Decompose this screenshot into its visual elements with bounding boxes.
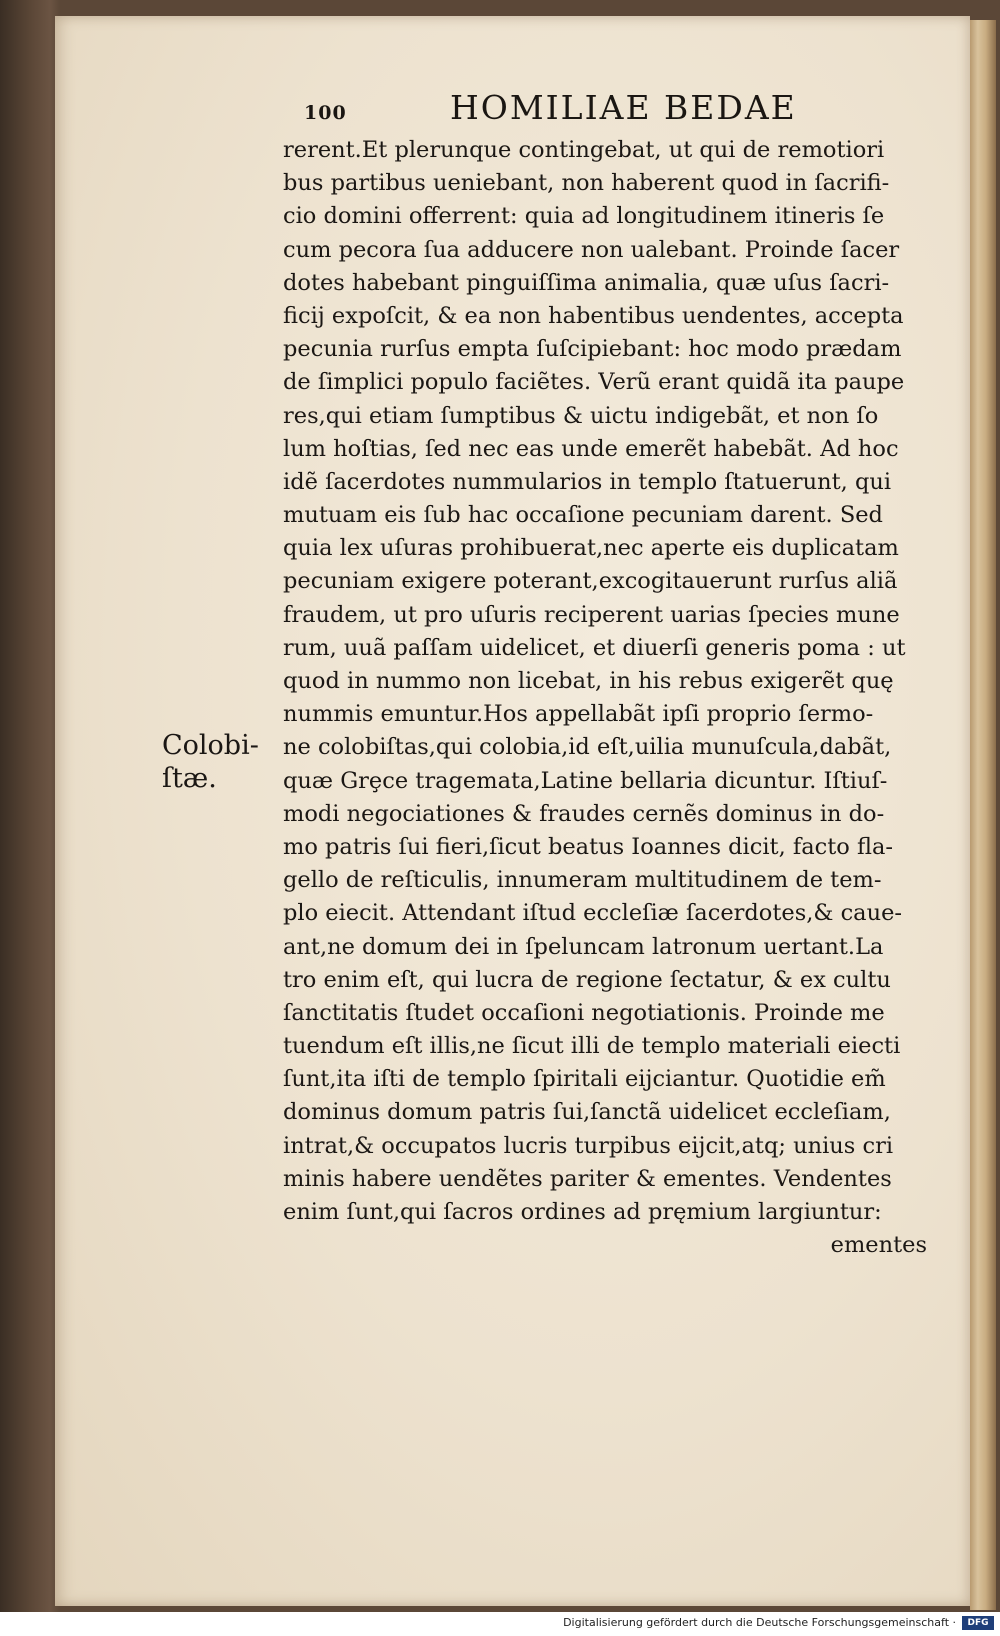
text-line: pecuniam exigere poterant,excogitauerunt rurſus aliã — [283, 568, 898, 595]
page-number: 100 — [304, 102, 347, 124]
text-line: gello de reſticulis, innumeram multitudinem de tem- — [283, 867, 882, 894]
text-line: idẽ ſacerdotes nummularios in templo ſtatuerunt, qui — [283, 468, 892, 495]
text-line: tro enim eſt, qui lucra de regione ſectatur, & ex cultu — [283, 966, 891, 993]
catchword: ementes — [830, 1232, 927, 1259]
text-line: lum hoſtias, ſed nec eas unde emerẽt habebãt. Ad hoc — [283, 435, 899, 462]
running-head — [290, 88, 850, 134]
text-line: bus partibus ueniebant, non haberent quod in ſacrifi- — [283, 170, 890, 197]
footer-bar — [0, 1612, 1000, 1636]
text-line: ant,ne domum dei in ſpeluncam latronum uertant.La — [283, 933, 884, 960]
text-line: nummis emuntur.Hos appellabãt ipſi proprio ſermo- — [283, 701, 874, 728]
text-line: quæ Grȩce tragemata,Latine bellaria dicuntur. Iſtiuſ- — [283, 767, 888, 794]
body-text — [283, 134, 973, 1262]
text-line: ſunt,ita iſti de templo ſpiritali eijciantur. Quotidie em̃ — [283, 1066, 886, 1093]
text-line: ne colobiſtas,qui colobia,id eſt,uilia munuſcula,dabãt, — [283, 734, 892, 761]
marginal-note-line: ſtæ. — [162, 763, 217, 794]
text-line: minis habere uendẽtes pariter & ementes. Vendentes — [283, 1165, 892, 1192]
marginal-note-line: Colobi- — [162, 730, 259, 761]
marginal-note — [162, 729, 259, 795]
text-line: dotes habebant pinguiſſima animalia, quæ uſus ſacri- — [283, 269, 890, 296]
text-line: res,qui etiam ſumptibus & uictu indigebãt, et non ſo — [283, 402, 879, 429]
text-line: rum, uuã paſſam uidelicet, et diuerſi generis poma : ut — [283, 634, 906, 661]
text-line: pecunia rurſus empta ſuſcipiebant: hoc modo prædam — [283, 336, 902, 363]
text-line: plo eiecit. Attendant iſtud eccleſiæ ſacerdotes,& caue- — [283, 900, 903, 927]
text-line: fraudem, ut pro uſuris reciperent uarias ſpecies mune — [283, 601, 900, 628]
text-line: intrat,& occupatos lucris turpibus eijcit,atq; unius cri — [283, 1132, 894, 1159]
text-line: rerent.Et plerunque contingebat, ut qui de remotiori — [283, 137, 885, 163]
text-line: mutuam eis ſub hac occaſione pecuniam darent. Sed — [283, 502, 883, 529]
digitization-note: Digitalisierung gefördert durch die Deutsche Forschungsgemeinschaft · — [563, 1616, 956, 1629]
text-line: quod in nummo non licebat, in his rebus exigerẽt quę — [283, 668, 894, 694]
text-line: tuendum eſt illis,ne ſicut illi de templo materiali eiecti — [283, 1033, 901, 1060]
text-line: dominus domum patris ſui,ſanctã uidelicet eccleſiam, — [283, 1099, 891, 1126]
running-title: HOMILIAE BEDAE — [450, 88, 797, 127]
text-line: enim ſunt,qui ſacros ordines ad pręmium largiuntur: — [283, 1199, 882, 1225]
text-line: ſanctitatis ſtudet occaſioni negotiationis. Proinde me — [283, 999, 885, 1026]
text-line: cio domini offerrent: quia ad longitudinem itineris ſe — [283, 203, 885, 230]
book-edge — [970, 20, 996, 1610]
text-line: cum pecora ſua adducere non ualebant. Proinde ſacer — [283, 236, 900, 263]
text-line: mo patris ſui fieri,ſicut beatus Ioannes dicit, facto fla- — [283, 833, 894, 860]
text-line: quia lex uſuras prohibuerat,nec aperte eis duplicatam — [283, 535, 899, 562]
text-line: modi negociationes & fraudes cernẽs dominus in do- — [283, 800, 885, 827]
text-line: ficij expoſcit, & ea non habentibus uendentes, accepta — [283, 302, 904, 329]
text-line: de ſimplici populo faciẽtes. Verũ erant quidã ita paupe — [283, 369, 905, 396]
dfg-logo: DFG — [962, 1616, 994, 1630]
